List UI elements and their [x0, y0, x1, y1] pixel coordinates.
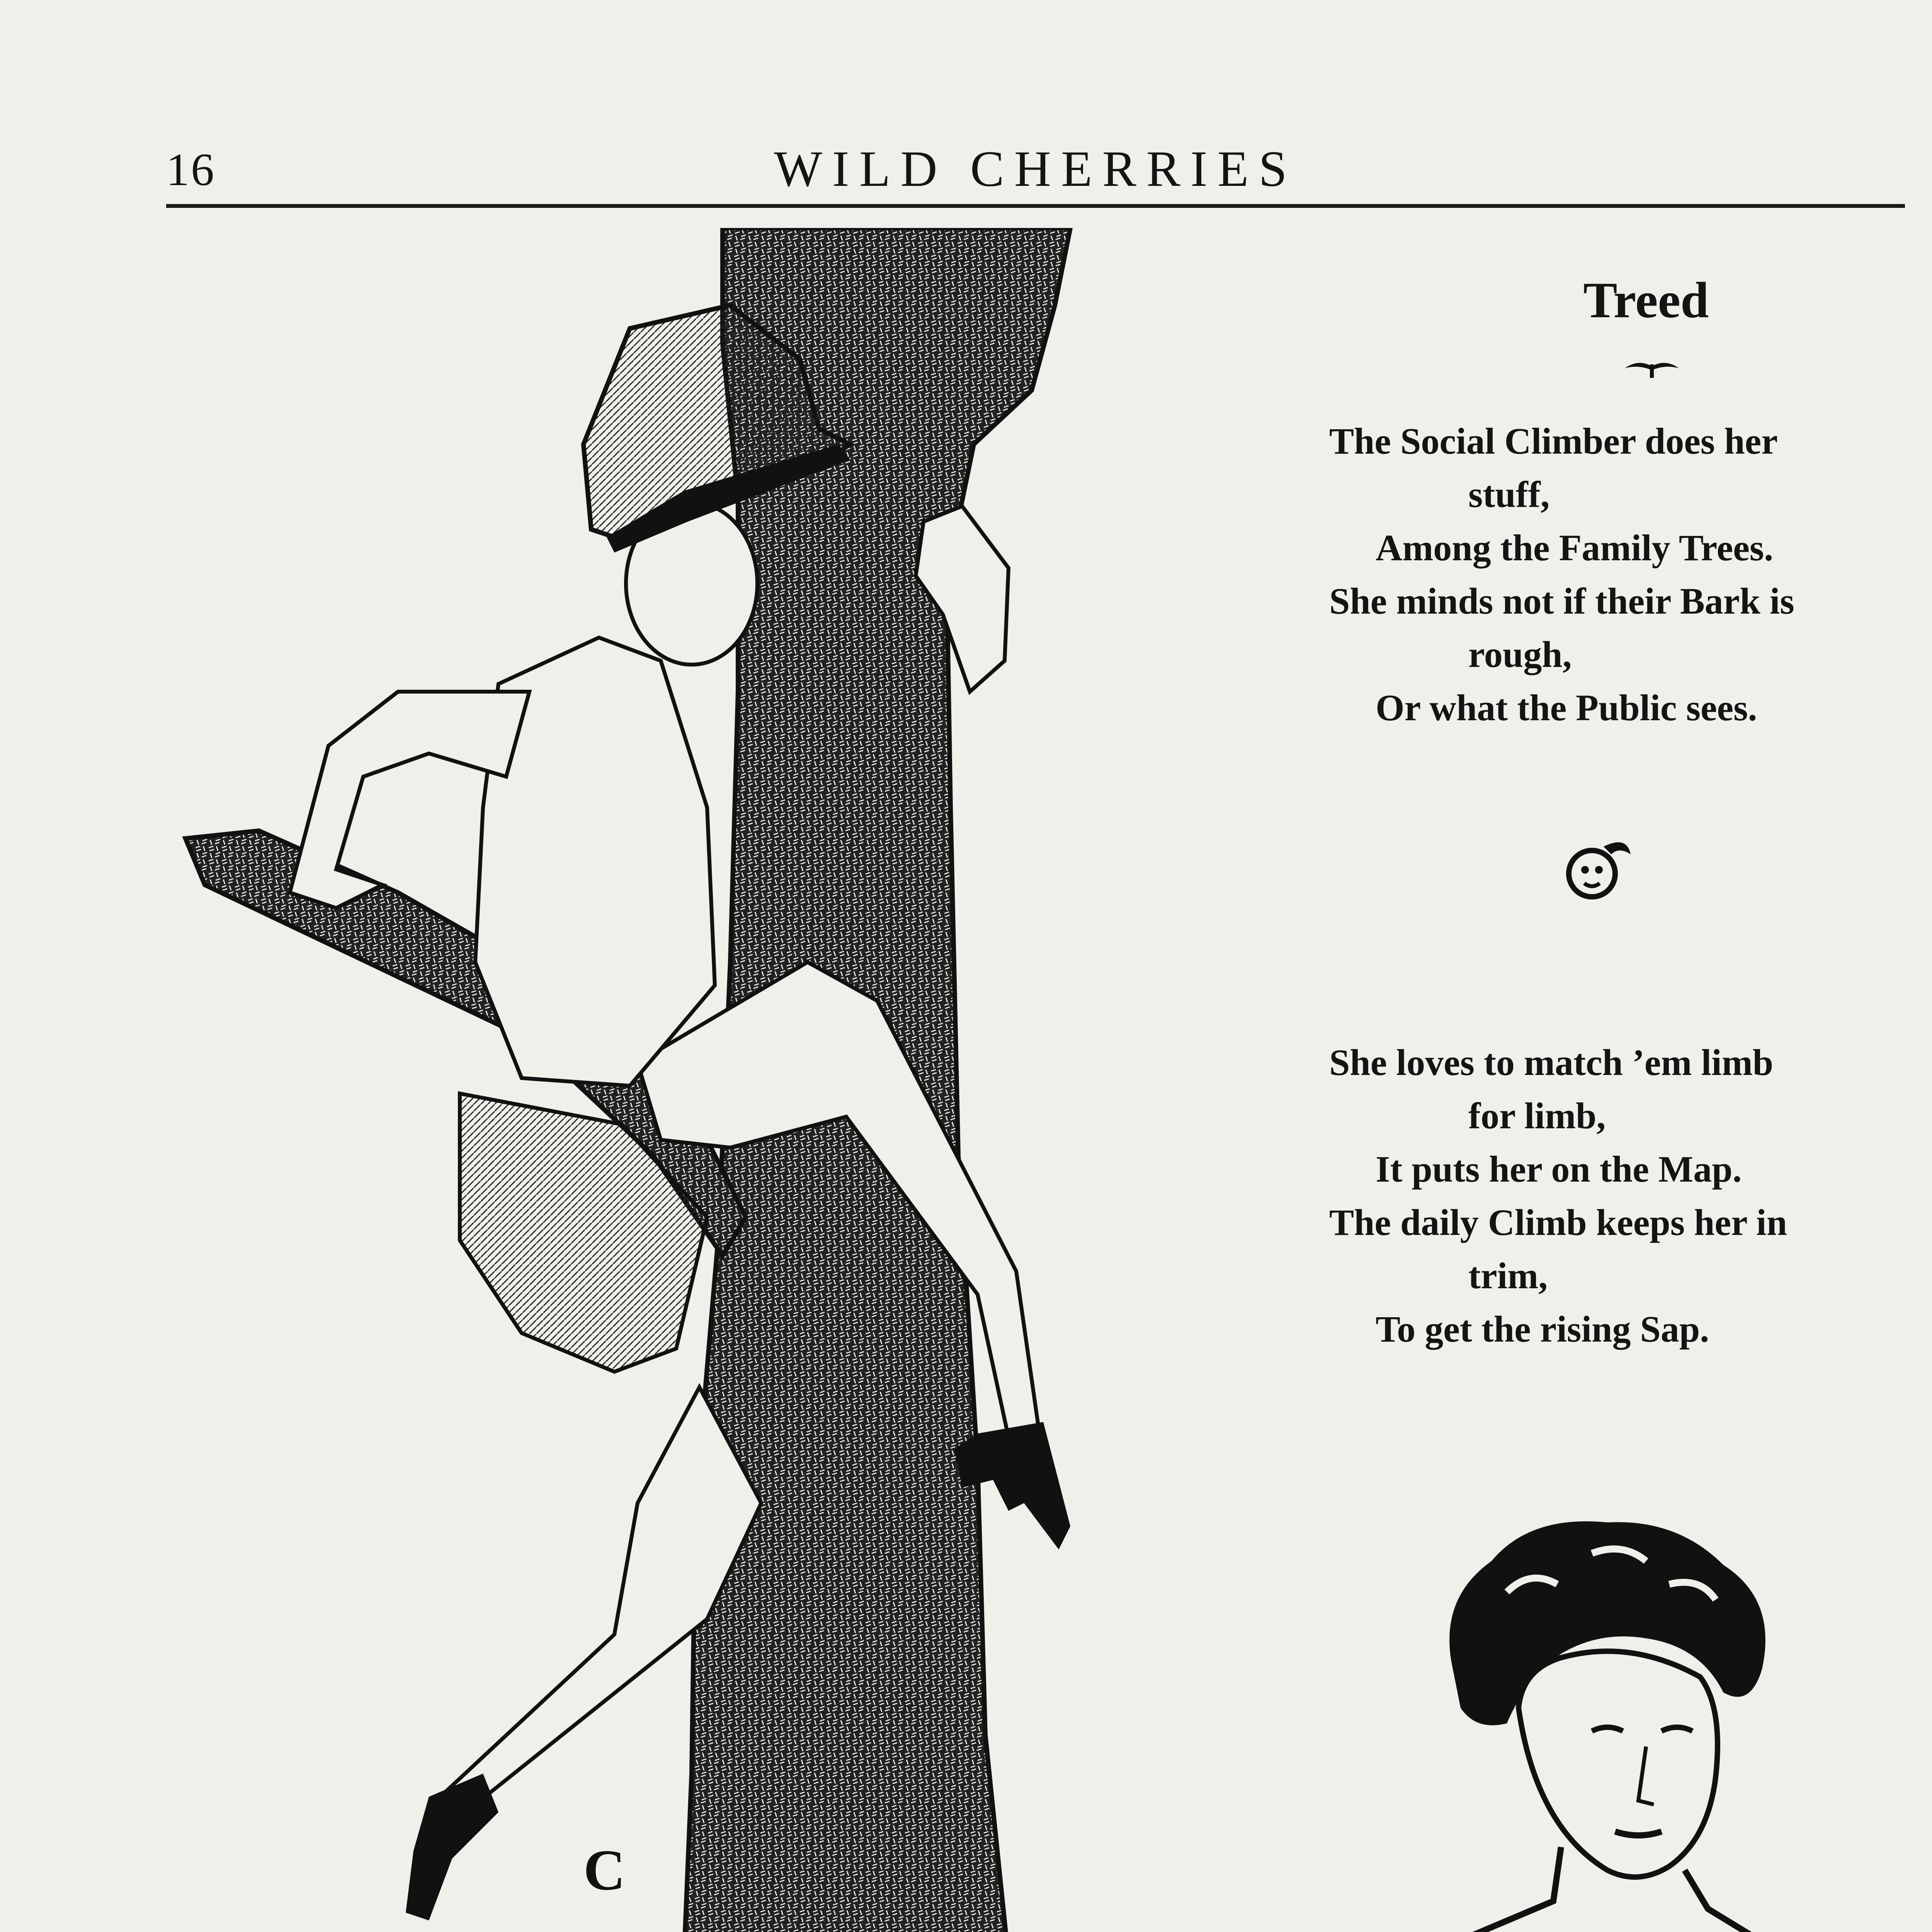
page-number: 16: [166, 144, 216, 195]
tree-climber-illustration: [182, 228, 1248, 1932]
poem-line: To get the rising Sap.: [1376, 1308, 1709, 1350]
fleuron-icon: [1623, 353, 1681, 380]
poem-line: trim,: [1468, 1255, 1548, 1296]
poem-stanza-2: [1329, 1036, 1917, 1356]
poem-line: Or what the Public sees.: [1376, 687, 1757, 728]
poem-line: The daily Climb keeps her in: [1329, 1202, 1787, 1243]
cherub-ornament-icon: [1557, 831, 1634, 908]
poem-stanza-1: [1329, 415, 1917, 735]
poem-line: for limb,: [1468, 1095, 1606, 1136]
left-shoe: [406, 1774, 498, 1920]
artist-initial: C: [583, 1838, 626, 1902]
poem-line: She minds not if their Bark is: [1329, 580, 1794, 622]
woman-head-sketch: [1430, 1507, 1801, 1932]
poem-line: rough,: [1468, 634, 1572, 675]
poem-line: She loves to match ’em limb: [1329, 1042, 1774, 1083]
poem-line: The Social Climber does her: [1329, 420, 1778, 462]
poem-line: It puts her on the Map.: [1376, 1148, 1742, 1190]
poem: [1329, 270, 1917, 1356]
poem-title: Treed: [1583, 272, 1709, 328]
header-rule: [166, 204, 1905, 208]
face-outline: [1519, 1651, 1718, 1877]
running-head: [166, 140, 1905, 205]
poem-line: stuff,: [1468, 474, 1550, 515]
magazine-title: WILD CHERRIES: [774, 140, 1297, 197]
poem-line: Among the Family Trees.: [1376, 527, 1774, 568]
